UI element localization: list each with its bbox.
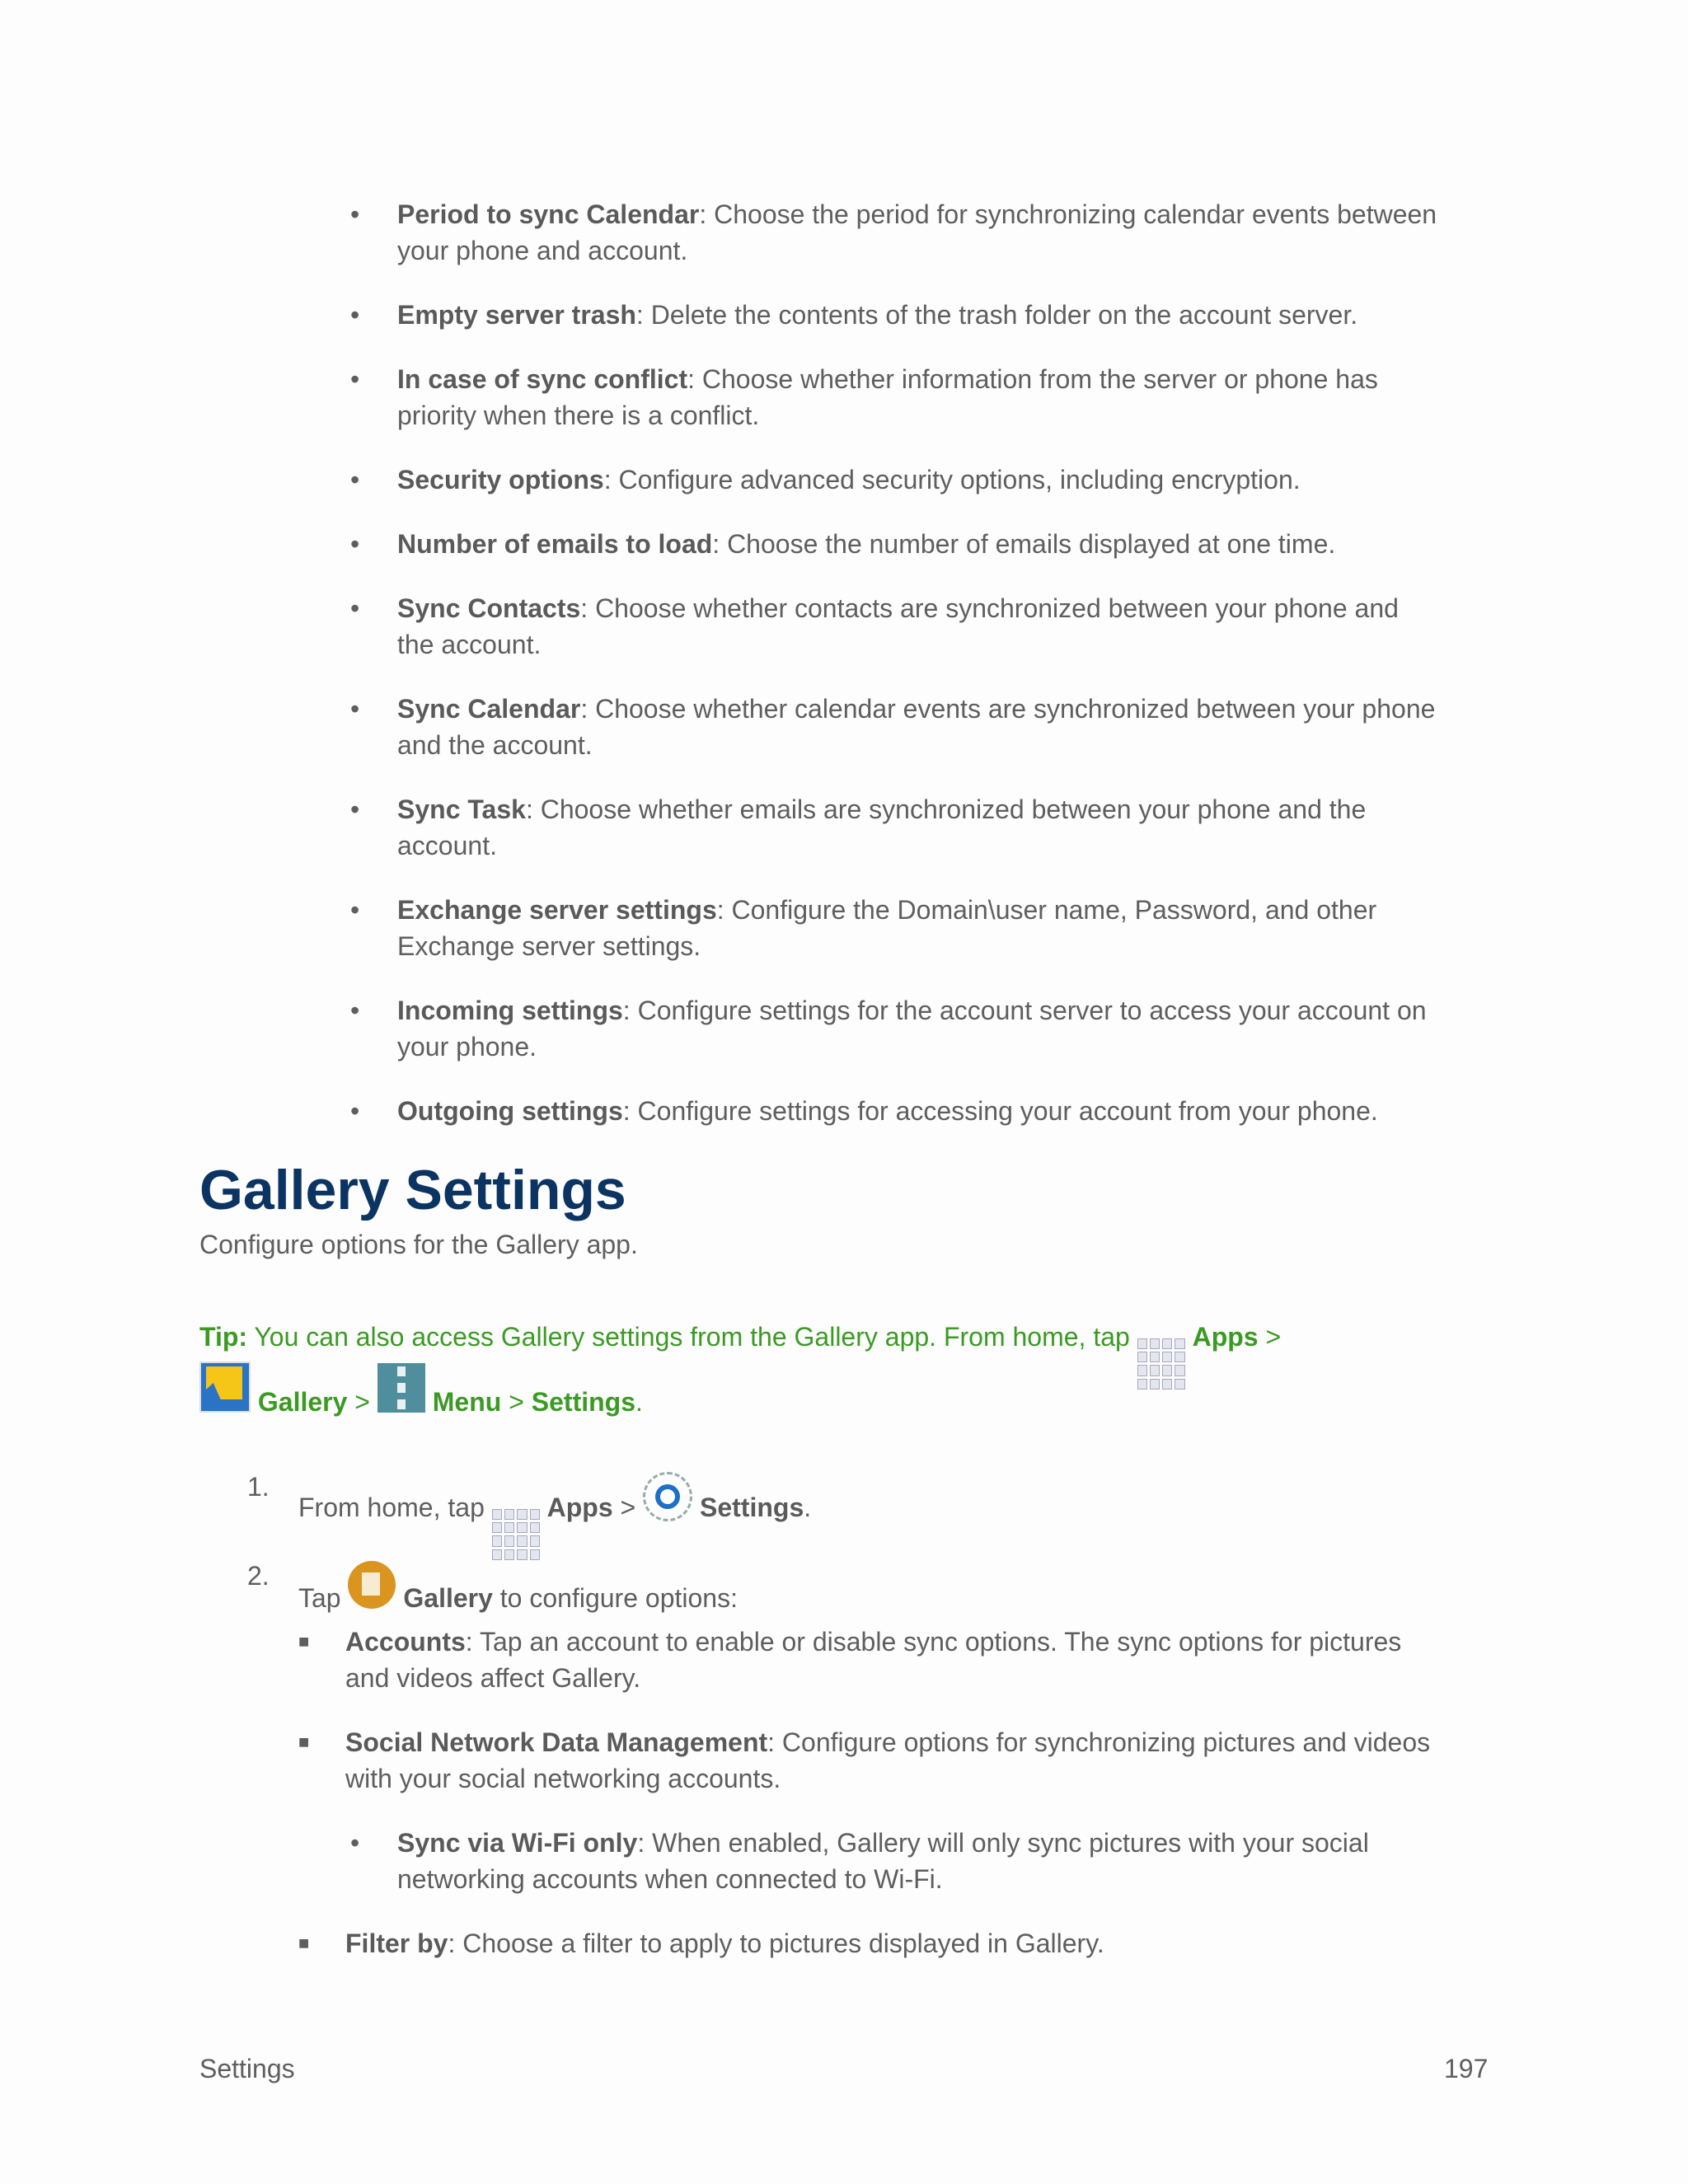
tip-apps-label: Apps xyxy=(1192,1322,1259,1352)
bullet-dot: • xyxy=(350,529,360,559)
bullet-term: Empty server trash xyxy=(397,300,636,330)
step-text: Tap xyxy=(298,1583,349,1613)
separator: > xyxy=(501,1387,532,1417)
step-number: 1. xyxy=(247,1472,270,1502)
bullet-desc-cont: your phone and account. xyxy=(397,236,688,265)
step-text: From home, tap xyxy=(298,1493,492,1522)
tip-settings-label: Settings xyxy=(531,1387,636,1417)
option-desc: : Configure options for synchronizing pictures and videos xyxy=(767,1727,1431,1757)
apps-label: Apps xyxy=(546,1493,613,1522)
bullet-dot: • xyxy=(350,996,360,1025)
bullet-dot: • xyxy=(350,1828,360,1858)
bullet-desc: : Choose whether calendar events are synchronized between your phone xyxy=(580,694,1436,724)
bullet-desc: : Configure advanced security options, including encryption. xyxy=(603,465,1301,494)
apps-grid-icon xyxy=(1137,1338,1185,1390)
option-desc-cont: with your social networking accounts. xyxy=(345,1764,781,1793)
bullet-term: Sync Contacts xyxy=(397,593,581,623)
bullet-desc: : Configure the Domain\user name, Password, and other xyxy=(716,895,1377,925)
step-number: 2. xyxy=(247,1561,270,1591)
tip-menu-label: Menu xyxy=(432,1387,502,1417)
bullet-dot: • xyxy=(350,199,360,229)
option-desc-cont: and videos affect Gallery. xyxy=(345,1663,641,1693)
bullet-term: Incoming settings xyxy=(397,996,623,1025)
bullet-desc-cont: the account. xyxy=(397,630,542,659)
sub-option-desc-cont: networking accounts when connected to Wi-Fi. xyxy=(397,1864,943,1894)
bullet-term: Exchange server settings xyxy=(397,895,717,925)
gallery-icon xyxy=(199,1361,251,1413)
bullet-desc: : Delete the contents of the trash folder on the account server. xyxy=(635,300,1358,330)
bullet-desc-cont: and the account. xyxy=(397,730,593,760)
period: . xyxy=(804,1493,812,1522)
bullet-term: Number of emails to load xyxy=(397,529,713,559)
separator: > xyxy=(612,1493,644,1522)
apps-grid-icon xyxy=(492,1509,540,1560)
bullet-dot: • xyxy=(350,1096,360,1126)
bullet-dot: • xyxy=(350,465,360,494)
footer-section: Settings xyxy=(199,2054,295,2083)
tip-text: You can also access Gallery settings from the Gallery app. From home, tap xyxy=(247,1322,1137,1352)
bullet-dot: • xyxy=(350,694,360,724)
bullet-desc: : Choose whether information from the server or phone has xyxy=(687,364,1378,394)
settings-label: Settings xyxy=(700,1493,804,1522)
bullet-dot: • xyxy=(350,895,360,925)
bullet-desc: : Configure settings for accessing your account from your phone. xyxy=(622,1096,1378,1126)
section-title: Gallery Settings xyxy=(199,1159,626,1221)
bullet-term: Outgoing settings xyxy=(397,1096,623,1126)
bullet-desc: : Configure settings for the account server to access your account on xyxy=(622,996,1427,1025)
tip-gallery-label: Gallery xyxy=(257,1387,348,1417)
bullet-desc-cont: account. xyxy=(397,831,497,860)
bullet-dot: • xyxy=(350,364,360,394)
tip-label: Tip: xyxy=(199,1322,248,1352)
bullet-desc: : Choose whether contacts are synchronized between your phone and xyxy=(580,593,1399,623)
separator: > xyxy=(347,1387,377,1417)
bullet-desc-cont: priority when there is a conflict. xyxy=(397,401,760,430)
tip-line-2 xyxy=(199,1361,643,1420)
section-intro: Configure options for the Gallery app. xyxy=(199,1230,638,1259)
gallery-label: Gallery xyxy=(403,1583,493,1613)
bullet-dot: • xyxy=(350,794,360,824)
bullet-desc-cont: Exchange server settings. xyxy=(397,931,701,961)
bullet-term: Security options xyxy=(397,465,604,494)
gallery-app-icon xyxy=(348,1561,396,1609)
option-term: Filter by xyxy=(345,1929,448,1958)
menu-icon xyxy=(377,1363,425,1413)
bullet-desc: : Choose the period for synchronizing calendar events between xyxy=(699,199,1437,229)
bullet-term: Period to sync Calendar xyxy=(397,199,700,229)
bullet-term: Sync Calendar xyxy=(397,694,581,724)
option-desc: : Choose a filter to apply to pictures displayed in Gallery. xyxy=(448,1929,1104,1958)
bullet-desc-cont: your phone. xyxy=(397,1032,537,1062)
sub-option-term: Sync via Wi-Fi only xyxy=(397,1828,638,1858)
separator: > xyxy=(1258,1322,1282,1352)
bullet-dot: • xyxy=(350,593,360,623)
settings-gear-icon xyxy=(643,1472,692,1521)
sub-option-desc: : When enabled, Gallery will only sync pictures with your social xyxy=(637,1828,1369,1858)
square-bullet: ■ xyxy=(298,1732,310,1752)
bullet-desc: : Choose whether emails are synchronized between your phone and the xyxy=(525,794,1367,824)
bullet-term: In case of sync conflict xyxy=(397,364,688,394)
bullet-term: Sync Task xyxy=(397,794,526,824)
bullet-desc: : Choose the number of emails displayed at one time. xyxy=(712,529,1336,559)
step-text-end: to configure options: xyxy=(492,1583,738,1613)
bullet-dot: • xyxy=(350,300,360,330)
period: . xyxy=(635,1387,643,1417)
square-bullet: ■ xyxy=(298,1933,310,1953)
option-desc: : Tap an account to enable or disable sync options. The sync options for pictures xyxy=(465,1627,1402,1657)
square-bullet: ■ xyxy=(298,1631,310,1652)
option-term: Social Network Data Management xyxy=(345,1727,768,1757)
option-term: Accounts xyxy=(345,1627,466,1657)
page-number: 197 xyxy=(1444,2054,1489,2083)
